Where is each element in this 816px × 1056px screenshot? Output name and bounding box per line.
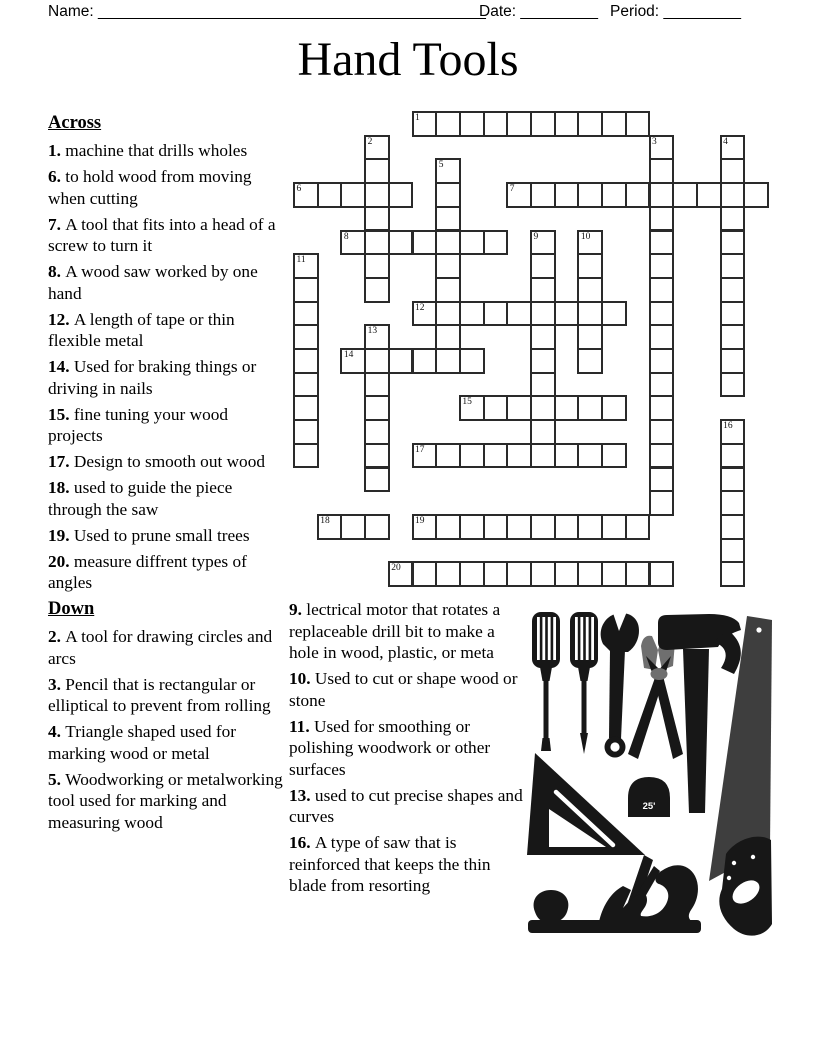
grid-cell[interactable] bbox=[483, 230, 509, 256]
grid-cell[interactable] bbox=[317, 182, 343, 208]
grid-cell[interactable] bbox=[649, 158, 675, 184]
grid-cell[interactable] bbox=[293, 395, 319, 421]
grid-cell[interactable] bbox=[435, 158, 461, 184]
clue-number: 1. bbox=[48, 141, 66, 160]
grid-cell[interactable] bbox=[506, 561, 532, 587]
grid-cell[interactable] bbox=[720, 514, 746, 540]
date-field bbox=[479, 3, 598, 21]
grid-cell[interactable] bbox=[625, 182, 651, 208]
cell-number: 4 bbox=[723, 136, 728, 147]
grid-cell[interactable] bbox=[293, 419, 319, 445]
grid-cell[interactable] bbox=[720, 490, 746, 516]
name-field bbox=[48, 3, 486, 21]
grid-cell[interactable] bbox=[483, 514, 509, 540]
across-clues bbox=[48, 140, 286, 594]
clue-number: 16. bbox=[289, 833, 315, 852]
clue-9: 9. lectrical motor that rotates a replaceable drill bit to make a hole in wood, plastic, or meta bbox=[289, 600, 501, 662]
clue-number: 11. bbox=[289, 716, 314, 736]
grid-cell[interactable] bbox=[601, 443, 627, 469]
worksheet-header bbox=[0, 0, 816, 24]
grid-cell[interactable] bbox=[720, 324, 746, 350]
grid-cell[interactable] bbox=[601, 561, 627, 587]
clue-number: 4. bbox=[48, 722, 66, 741]
grid-cell[interactable] bbox=[530, 277, 556, 303]
cell-number: 8 bbox=[343, 231, 349, 242]
clue-number: 6. bbox=[48, 167, 66, 186]
grid-cell[interactable] bbox=[625, 514, 651, 540]
grid-cell[interactable] bbox=[530, 419, 556, 445]
clue-15: 15. fine tuning your wood projects bbox=[48, 404, 228, 445]
cell-number: 12 bbox=[415, 302, 425, 313]
grid-cell[interactable] bbox=[340, 514, 366, 540]
grid-cell[interactable] bbox=[364, 395, 390, 421]
clue-12: 12. A length of tape or thin flexible metal bbox=[48, 309, 235, 350]
grid-cell[interactable] bbox=[459, 230, 485, 256]
grid-cell[interactable] bbox=[530, 561, 556, 587]
grid-cell[interactable] bbox=[649, 490, 675, 516]
grid-cell[interactable] bbox=[577, 324, 603, 350]
grid-cell[interactable] bbox=[696, 182, 722, 208]
grid-cell[interactable] bbox=[435, 111, 461, 137]
grid-cell[interactable] bbox=[412, 348, 438, 374]
grid-cell[interactable] bbox=[554, 182, 580, 208]
grid-cell[interactable] bbox=[364, 135, 390, 161]
grid-cell[interactable] bbox=[577, 301, 603, 327]
grid-cell[interactable] bbox=[364, 467, 390, 493]
grid-cell[interactable] bbox=[649, 206, 675, 232]
clues-column-left bbox=[48, 112, 286, 838]
grid-cell[interactable] bbox=[601, 395, 627, 421]
period-field bbox=[610, 3, 741, 21]
clue-19: 19. Used to prune small trees bbox=[48, 525, 250, 545]
grid-cell[interactable] bbox=[720, 277, 746, 303]
grid-cell[interactable] bbox=[649, 135, 675, 161]
cell-number: 11 bbox=[296, 255, 306, 266]
cell-number: 18 bbox=[320, 515, 330, 526]
date-label: Date: bbox=[479, 3, 517, 20]
grid-cell[interactable] bbox=[577, 443, 603, 469]
grid-cell[interactable] bbox=[577, 111, 603, 137]
clue-number: 18. bbox=[48, 478, 74, 497]
cell-number: 17 bbox=[415, 444, 425, 455]
clue-20: 20. measure diffrent types of angles bbox=[48, 551, 247, 592]
clue-number: 15. bbox=[48, 404, 74, 424]
grid-cell[interactable] bbox=[364, 419, 390, 445]
tape-measure-label: 25' bbox=[642, 801, 656, 812]
grid-cell[interactable] bbox=[720, 538, 746, 564]
grid-cell[interactable] bbox=[435, 182, 461, 208]
clue-number: 17. bbox=[48, 452, 74, 471]
grid-cell[interactable] bbox=[720, 561, 746, 587]
grid-cell[interactable] bbox=[435, 443, 461, 469]
cell-number: 13 bbox=[367, 326, 378, 337]
grid-cell[interactable] bbox=[459, 514, 485, 540]
cell-number: 2 bbox=[367, 136, 373, 147]
grid-cell[interactable] bbox=[293, 324, 319, 350]
grid-cell[interactable] bbox=[435, 253, 461, 279]
grid-cell[interactable] bbox=[649, 348, 675, 374]
clue-4: 4. Triangle shaped used for marking wood or metal bbox=[48, 722, 236, 763]
grid-cell[interactable] bbox=[649, 253, 675, 279]
grid-cell[interactable] bbox=[293, 443, 319, 469]
grid-cell[interactable] bbox=[364, 253, 390, 279]
page-title: Hand Tools bbox=[297, 33, 519, 86]
clue-17: 17. Design to smooth out wood bbox=[48, 452, 265, 471]
clue-11: 11. Used for smoothing or polishing woodwork or other surfaces bbox=[289, 716, 491, 779]
grid-cell[interactable] bbox=[720, 348, 746, 374]
grid-cell[interactable] bbox=[388, 182, 414, 208]
grid-cell[interactable] bbox=[530, 182, 556, 208]
grid-cell[interactable] bbox=[577, 395, 603, 421]
clue-1: 1. machine that drills wholes bbox=[48, 141, 248, 160]
clue-5: 5. Woodworking or metalworking tool used for marking and measuring wood bbox=[48, 769, 283, 832]
grid-cell[interactable] bbox=[412, 514, 438, 540]
clue-number: 20. bbox=[48, 551, 74, 571]
grid-cell[interactable] bbox=[388, 230, 414, 256]
clue-8: 8. A wood saw worked by one hand bbox=[48, 262, 258, 303]
grid-cell[interactable] bbox=[672, 182, 698, 208]
cell-number: 19 bbox=[415, 515, 425, 526]
grid-cell[interactable] bbox=[649, 230, 675, 256]
speed-square-icon bbox=[527, 753, 645, 855]
cell-number: 15 bbox=[462, 397, 472, 408]
clue-number: 5. bbox=[48, 769, 66, 789]
grid-cell[interactable] bbox=[601, 301, 627, 327]
clue-number: 2. bbox=[48, 627, 66, 646]
grid-cell[interactable] bbox=[506, 443, 532, 469]
grid-cell[interactable] bbox=[412, 443, 438, 469]
adjustable-wrench-icon bbox=[601, 609, 639, 758]
grid-cell[interactable] bbox=[530, 514, 556, 540]
down-clues-right bbox=[289, 599, 523, 897]
grid-cell[interactable] bbox=[625, 561, 651, 587]
grid-cell[interactable] bbox=[720, 230, 746, 256]
grid-cell[interactable] bbox=[649, 182, 675, 208]
grid-cell[interactable] bbox=[364, 348, 390, 374]
grid-cell[interactable] bbox=[459, 443, 485, 469]
grid-cell[interactable] bbox=[649, 277, 675, 303]
grid-cell[interactable] bbox=[412, 301, 438, 327]
clue-6: 6. to hold wood from moving when cutting bbox=[48, 167, 252, 208]
grid-cell[interactable] bbox=[577, 514, 603, 540]
clue-3: 3. Pencil that is rectangular or elliptical to prevent from rolling bbox=[48, 674, 271, 715]
clue-number: 13. bbox=[289, 785, 315, 805]
grid-cell[interactable] bbox=[649, 324, 675, 350]
grid-cell[interactable] bbox=[506, 514, 532, 540]
clue-number: 10. bbox=[289, 669, 315, 688]
clues-column-right bbox=[289, 599, 523, 901]
grid-cell[interactable] bbox=[364, 277, 390, 303]
hand-plane-icon bbox=[528, 855, 701, 933]
period-label: Period: bbox=[610, 3, 660, 20]
clue-10: 10. Used to cut or shape wood or stone bbox=[289, 669, 518, 710]
grid-cell[interactable] bbox=[435, 206, 461, 232]
grid-cell[interactable] bbox=[530, 348, 556, 374]
grid-cell[interactable] bbox=[506, 395, 532, 421]
clue-2: 2. A tool for drawing circles and arcs bbox=[48, 627, 273, 668]
grid-cell[interactable] bbox=[459, 111, 485, 137]
date-line[interactable]: _________ bbox=[520, 3, 598, 20]
across-heading: Across bbox=[48, 113, 102, 133]
grid-cell[interactable] bbox=[364, 372, 390, 398]
clue-16: 16. A type of saw that is reinforced that keeps the thin blade from resorting bbox=[289, 833, 491, 895]
down-heading: Down bbox=[48, 599, 95, 619]
grid-cell[interactable] bbox=[649, 467, 675, 493]
grid-cell[interactable] bbox=[364, 443, 390, 469]
grid-cell[interactable] bbox=[720, 158, 746, 184]
grid-cell[interactable] bbox=[340, 348, 366, 374]
grid-cell[interactable] bbox=[649, 301, 675, 327]
grid-cell[interactable] bbox=[459, 348, 485, 374]
cell-number: 7 bbox=[509, 184, 515, 195]
grid-cell[interactable] bbox=[554, 301, 580, 327]
grid-cell[interactable] bbox=[720, 301, 746, 327]
grid-cell[interactable] bbox=[530, 443, 556, 469]
grid-cell[interactable] bbox=[364, 158, 390, 184]
clue-13: 13. used to cut precise shapes and curves bbox=[289, 785, 523, 826]
grid-cell[interactable] bbox=[649, 443, 675, 469]
tape-measure-icon bbox=[628, 777, 670, 817]
grid-cell[interactable] bbox=[530, 372, 556, 398]
grid-cell[interactable] bbox=[317, 514, 343, 540]
grid-cell[interactable] bbox=[459, 561, 485, 587]
period-line[interactable]: _________ bbox=[663, 3, 742, 20]
grid-cell[interactable] bbox=[364, 182, 390, 208]
grid-cell[interactable] bbox=[649, 561, 675, 587]
grid-cell[interactable] bbox=[601, 111, 627, 137]
grid-cell[interactable] bbox=[483, 111, 509, 137]
grid-cell[interactable] bbox=[530, 253, 556, 279]
grid-cell[interactable] bbox=[577, 253, 603, 279]
grid-cell[interactable] bbox=[577, 182, 603, 208]
grid-cell[interactable] bbox=[483, 301, 509, 327]
cell-number: 3 bbox=[652, 136, 657, 147]
name-line[interactable]: _____________________________________________ bbox=[97, 3, 486, 20]
grid-cell[interactable] bbox=[720, 372, 746, 398]
grid-cell[interactable] bbox=[459, 395, 485, 421]
tools-illustration bbox=[513, 606, 775, 940]
grid-cell[interactable] bbox=[530, 395, 556, 421]
grid-cell[interactable] bbox=[554, 395, 580, 421]
cell-number: 20 bbox=[391, 563, 401, 574]
down-clues-left bbox=[48, 626, 286, 833]
clue-number: 8. bbox=[48, 262, 66, 281]
clue-number: 7. bbox=[48, 214, 66, 234]
grid-cell[interactable] bbox=[293, 301, 319, 327]
flat-screwdriver-icon bbox=[532, 612, 560, 751]
grid-cell[interactable] bbox=[435, 514, 461, 540]
grid-cell[interactable] bbox=[554, 514, 580, 540]
grid-cell[interactable] bbox=[459, 301, 485, 327]
cell-number: 5 bbox=[438, 160, 444, 171]
grid-cell[interactable] bbox=[293, 253, 319, 279]
grid-cell[interactable] bbox=[293, 277, 319, 303]
grid-cell[interactable] bbox=[506, 111, 532, 137]
grid-cell[interactable] bbox=[530, 230, 556, 256]
grid-cell[interactable] bbox=[601, 514, 627, 540]
grid-cell[interactable] bbox=[601, 182, 627, 208]
grid-cell[interactable] bbox=[649, 372, 675, 398]
grid-cell[interactable] bbox=[293, 348, 319, 374]
grid-cell[interactable] bbox=[649, 395, 675, 421]
cell-number: 14 bbox=[343, 350, 354, 360]
grid-cell[interactable] bbox=[530, 301, 556, 327]
clue-number: 14. bbox=[48, 357, 74, 376]
grid-cell[interactable] bbox=[530, 324, 556, 350]
grid-cell[interactable] bbox=[364, 324, 390, 350]
grid-cell[interactable] bbox=[364, 206, 390, 232]
grid-cell[interactable] bbox=[435, 230, 461, 256]
grid-cell[interactable] bbox=[506, 301, 532, 327]
grid-cell[interactable] bbox=[412, 111, 438, 137]
grid-cell[interactable] bbox=[720, 467, 746, 493]
name-label: Name: bbox=[48, 3, 94, 20]
clue-7: 7. A tool that fits into a head of a screw to turn it bbox=[48, 214, 276, 255]
grid-cell[interactable] bbox=[483, 561, 509, 587]
grid-cell[interactable] bbox=[720, 253, 746, 279]
grid-cell[interactable] bbox=[435, 348, 461, 374]
pliers-icon bbox=[628, 635, 683, 759]
grid-cell[interactable] bbox=[577, 230, 603, 256]
grid-cell[interactable] bbox=[720, 206, 746, 232]
grid-cell[interactable] bbox=[625, 111, 651, 137]
cell-number: 10 bbox=[580, 231, 591, 242]
cell-number: 9 bbox=[533, 231, 539, 242]
grid-cell[interactable] bbox=[554, 443, 580, 469]
grid-cell[interactable] bbox=[577, 348, 603, 374]
grid-cell[interactable] bbox=[388, 348, 414, 374]
phillips-screwdriver-icon bbox=[570, 612, 598, 754]
grid-cell[interactable] bbox=[364, 514, 390, 540]
clue-number: 19. bbox=[48, 525, 74, 545]
handsaw-icon bbox=[709, 616, 772, 936]
grid-cell[interactable] bbox=[412, 230, 438, 256]
grid-cell[interactable] bbox=[530, 111, 556, 137]
grid-cell[interactable] bbox=[435, 277, 461, 303]
grid-cell[interactable] bbox=[388, 561, 414, 587]
clue-number: 12. bbox=[48, 309, 74, 329]
cell-number: 6 bbox=[296, 184, 302, 195]
grid-cell[interactable] bbox=[554, 111, 580, 137]
grid-cell[interactable] bbox=[720, 182, 746, 208]
grid-cell[interactable] bbox=[649, 419, 675, 445]
clue-18: 18. used to guide the piece through the saw bbox=[48, 478, 233, 519]
crossword-grid bbox=[293, 111, 773, 591]
grid-cell[interactable] bbox=[435, 324, 461, 350]
clue-number: 9. bbox=[289, 600, 307, 619]
grid-cell[interactable] bbox=[577, 277, 603, 303]
grid-cell[interactable] bbox=[340, 182, 366, 208]
grid-cell[interactable] bbox=[720, 419, 746, 445]
grid-cell[interactable] bbox=[435, 301, 461, 327]
grid-cell[interactable] bbox=[483, 443, 509, 469]
grid-cell[interactable] bbox=[577, 561, 603, 587]
clue-number: 3. bbox=[48, 674, 66, 694]
grid-cell[interactable] bbox=[720, 443, 746, 469]
clue-14: 14. Used for braking things or driving in nails bbox=[48, 357, 257, 398]
grid-cell[interactable] bbox=[743, 182, 769, 208]
grid-cell[interactable] bbox=[483, 395, 509, 421]
grid-cell[interactable] bbox=[506, 182, 532, 208]
grid-cell[interactable] bbox=[554, 561, 580, 587]
grid-cell[interactable] bbox=[293, 372, 319, 398]
grid-cell[interactable] bbox=[720, 135, 746, 161]
grid-cell[interactable] bbox=[293, 182, 319, 208]
grid-cell[interactable] bbox=[435, 561, 461, 587]
cell-number: 16 bbox=[723, 421, 733, 432]
grid-cell[interactable] bbox=[340, 230, 366, 256]
grid-cell[interactable] bbox=[412, 561, 438, 587]
grid-cell[interactable] bbox=[364, 230, 390, 256]
cell-number: 1 bbox=[415, 113, 420, 123]
